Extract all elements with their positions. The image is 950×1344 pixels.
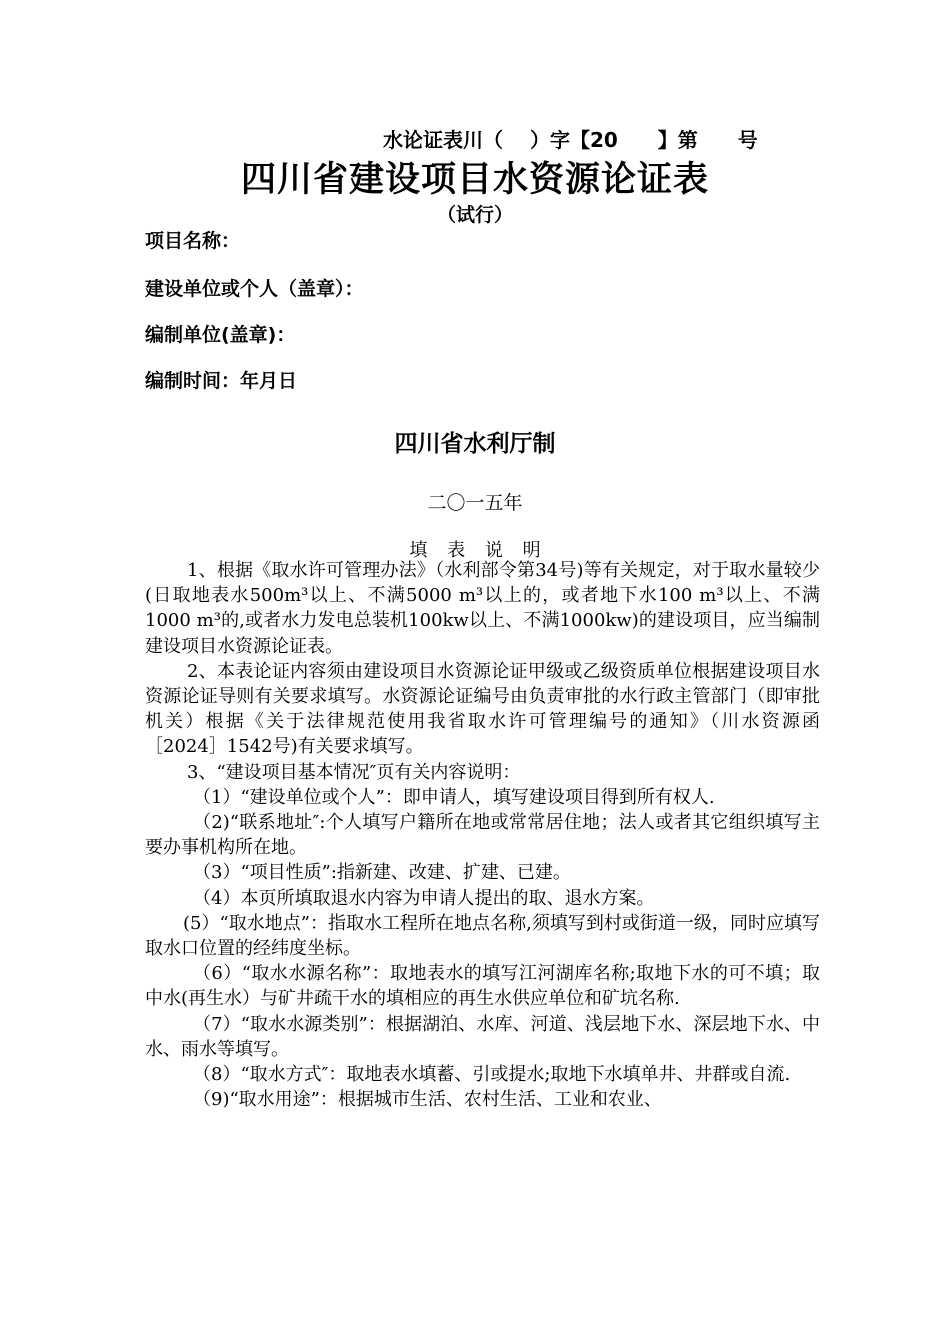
issuing-department: 四川省水利厅制 bbox=[394, 431, 556, 457]
instruction-paragraph: （4）本页所填取退水内容为申请人提出的取、退水方案。 bbox=[193, 887, 655, 909]
form-title: 四川省建设项目水资源论证表 bbox=[240, 160, 709, 200]
instruction-paragraph: （9)“取水用途”：根据城市生活、农村生活、工业和农业、 bbox=[193, 1089, 662, 1111]
instructions-body bbox=[145, 558, 820, 1112]
issue-year: 二〇一五年 bbox=[427, 492, 523, 514]
instruction-paragraph: （3）“项目性质”:指新建、改建、扩建、已建。 bbox=[193, 862, 571, 884]
instruction-paragraph: 2、本表论证内容须由建设项目水资源论证甲级或乙级资质单位根据建设项目水资源论证导则有关要求填写。水资源论证编号由负责审批的水行政主管部门（即审批机关）根据《关于法律规范使用我省取水许可管理编号的通知》（川水资源函［2024］1542号)有关要求填写。 bbox=[145, 660, 820, 758]
instruction-paragraph: （2)“联系地址″:个人填写户籍所在地或常常居住地；法人或者其它组织填写主要办事机构所在地。 bbox=[145, 812, 820, 859]
instruction-paragraph: 3、“建设项目基本情况″页有关内容说明： bbox=[187, 761, 521, 783]
field-project-name: 项目名称： bbox=[145, 230, 241, 252]
field-builder: 建设单位或个人（盖章）： bbox=[145, 278, 364, 300]
instruction-paragraph: （1）“建设单位或个人”：即申请人，填写建设项目得到所有权人. bbox=[193, 786, 715, 808]
instructions-heading: 填 表 说 明 bbox=[409, 540, 541, 561]
field-compiler: 编制单位(盖章)： bbox=[145, 324, 296, 346]
instruction-paragraph: (5）“取水地点”：指取水工程所在地点名称,须填写到村或街道一级，同时应填写取水口位置的经纬度坐标。 bbox=[145, 912, 820, 960]
instruction-paragraph: （7）“取水水源类别”：根据湖泊、水库、河道、浅层地下水、深层地下水、中水、雨水等填写。 bbox=[145, 1013, 820, 1060]
field-compile-date: 编制时间：年月日 bbox=[145, 370, 298, 392]
instruction-paragraph: （8）“取水方式″：取地表水填蓄、引或提水;取地下水填单井、井群或自流. bbox=[193, 1064, 791, 1086]
form-subtitle: （试行） bbox=[436, 204, 513, 226]
instruction-paragraph: 1、根据《取水许可管理办法》（水利部令第34号)等有关规定，对于取水量较少(日取地表水500m³以上、不满5000 m³以上的，或者地下水100 m³以上、不满1000 m³的,或者水力发电总装机100kw以上、不满1000kw)的建设项目，应当编制建设项目水资源论证表。 bbox=[145, 560, 820, 657]
form-serial-number: 水论证表川（ ）字【20 】第 号 bbox=[383, 128, 758, 152]
instruction-paragraph: （6）“取水水源名称”：取地表水的填写江河湖库名称;取地下水的可不填；取中水(再生水）与矿井疏干水的填相应的再生水供应单位和矿坑名称. bbox=[145, 963, 820, 1010]
